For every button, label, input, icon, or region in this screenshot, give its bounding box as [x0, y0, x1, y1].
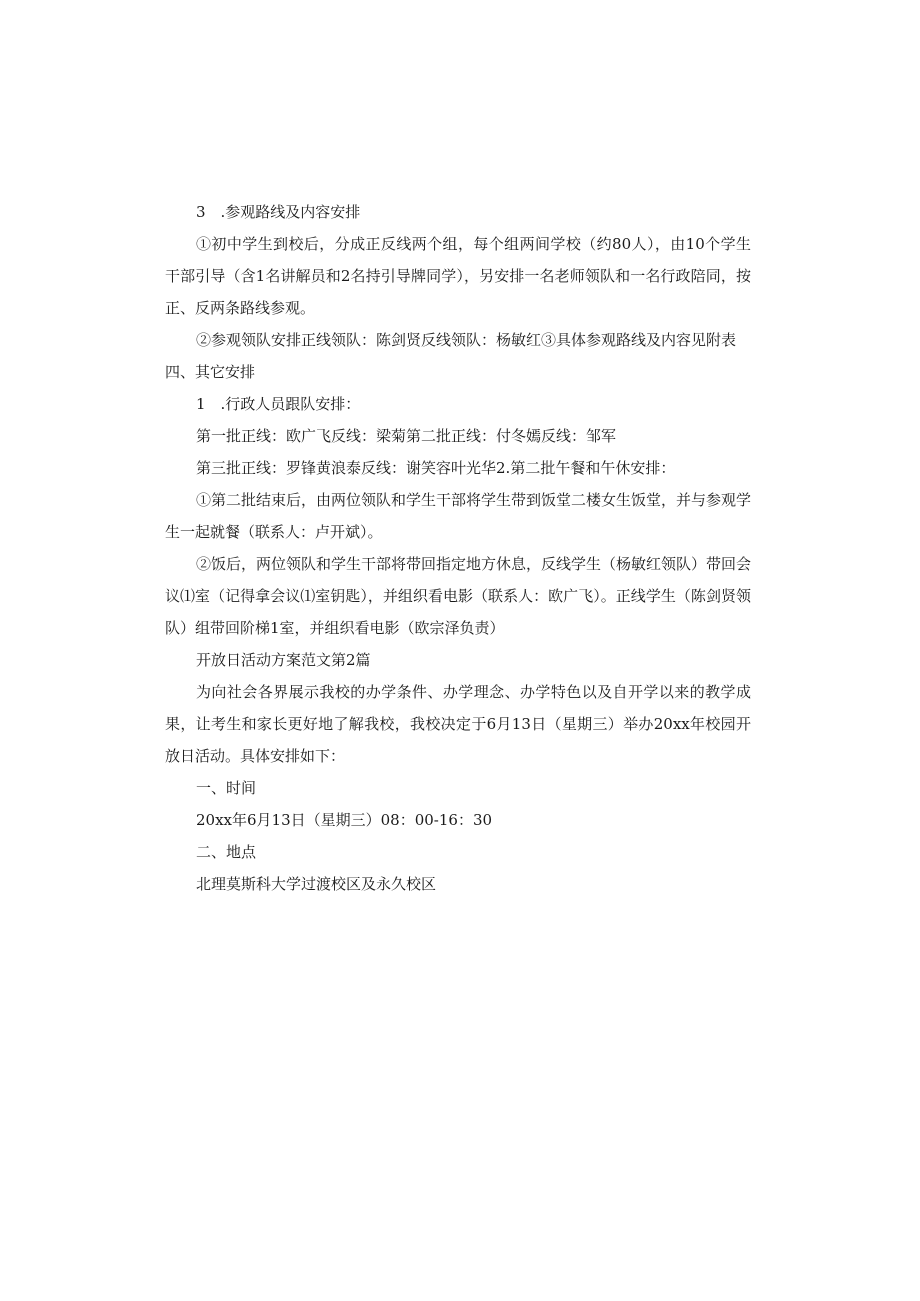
- section-heading-time: 一、时间: [196, 779, 257, 797]
- paragraph-route-arrangement: ①初中学生到校后，分成正反线两个组，每个组两间学校（约80人），由10个学生干部引导（含1名讲解员和2名持引导牌同学），另安排一名老师领队和一名行政陪同，按正、反两条路线参观。: [165, 235, 751, 317]
- article-title: 开放日活动方案范文第2篇: [196, 651, 371, 669]
- paragraph-intro: 为向社会各界展示我校的办学条件、办学理念、办学特色以及自开学以来的教学成果，让考生和家长更好地了解我校，我校决定于6月13日（星期三）举办20xx年校园开放日活动。具体安排如下：: [165, 683, 751, 765]
- paragraph-rest: ②饭后，两位领队和学生干部将带回指定地方休息，反线学生（杨敏红领队）带回会议⑴室（记得拿会议⑴室钥匙），并组织看电影（联系人：欧广飞）。正线学生（陈剑贤领队）组带回阶梯1室，并组织看电影（欧宗泽负责）: [165, 555, 752, 637]
- paragraph-location: 北理莫斯科大学过渡校区及永久校区: [196, 875, 437, 893]
- paragraph-batch-one: 第一批正线：欧广飞反线：梁菊第二批正线：付冬嫣反线：邹军: [196, 427, 617, 445]
- paragraph-time: 20xx年6月13日（星期三）08：00-16：30: [196, 811, 493, 829]
- paragraph-leaders: ②参观领队安排正线领队：陈剑贤反线领队：杨敏红③具体参观路线及内容见附表: [196, 331, 737, 349]
- section-heading-admin: 1 .行政人员跟队安排：: [196, 395, 361, 413]
- paragraph-batch-three: 第三批正线：罗锋黄浪泰反线：谢笑容叶光华2.第二批午餐和午休安排：: [196, 459, 676, 477]
- section-heading-other: 四、其它安排: [165, 363, 256, 381]
- document-body: [165, 196, 751, 900]
- paragraph-lunch: ①第二批结束后，由两位领队和学生干部将学生带到饭堂二楼女生饭堂，并与参观学生一起就餐（联系人：卢开斌）。: [165, 491, 752, 541]
- section-heading-route: 3 .参观路线及内容安排: [196, 203, 361, 221]
- section-heading-location: 二、地点: [196, 843, 257, 861]
